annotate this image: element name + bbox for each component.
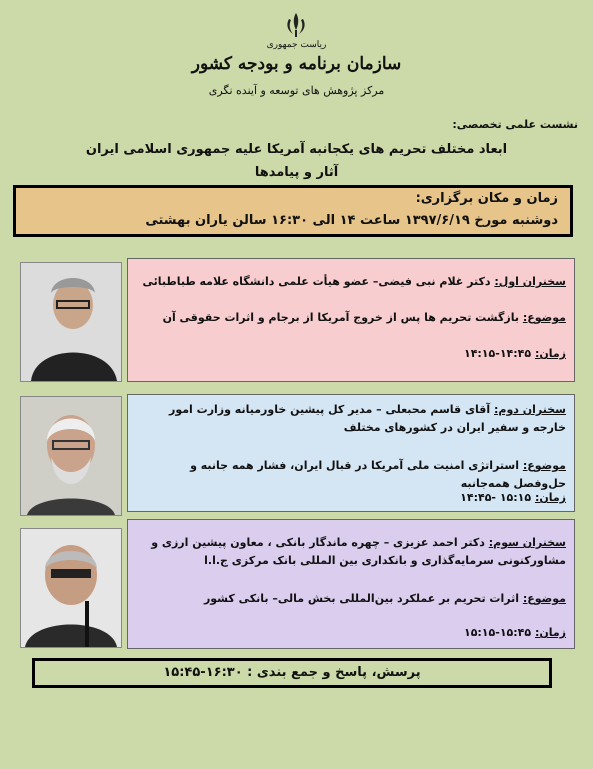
speaker-2-photo (20, 396, 122, 516)
topic-text: اثرات تحریم بر عملکرد بین‌المللی بخش مالی– بانکی کشور (203, 592, 519, 605)
organization-name: سازمان برنامه و بودجه کشور (191, 54, 402, 74)
speaker-3-card (127, 519, 575, 649)
speaker-name: دکتر غلام نبی فیضی– عضو هیأت علمی دانشگاه علامه طباطبائی (142, 275, 491, 288)
topic-text: بازگشت تحریم ها پس از خروج آمریکا از برجام و اثرات حقوقی آن (162, 311, 519, 324)
topic-label: موضوع: (522, 592, 566, 605)
time-text: ۱۵:۴۵-۱۵:۱۵ (463, 626, 532, 639)
time-label: زمان: (534, 626, 566, 639)
speaker-label: سخنران دوم: (493, 403, 566, 416)
speaker-2-card (127, 394, 575, 512)
topic-text: استراتژی امنیت ملی آمریکا در قبال ایران، فشار همه جانبه و حل‌وفصل همه‌جانبه (190, 459, 566, 490)
speaker-1-photo (20, 262, 122, 382)
venue-title: زمان و مکان برگزاری: (415, 191, 558, 206)
speaker-1-card (127, 258, 575, 382)
time-text: ۱۴:۴۵-۱۴:۱۵ (463, 347, 532, 360)
venue-box (13, 185, 573, 237)
speaker-3-photo (20, 528, 122, 648)
speaker-name: دکتر احمد عزیزی – چهره ماندگار بانکی ، معاون پیشین ارزی و مشاورکنونی سرمایه‌گذاری و بانکداری بین المللی بانک مرکزی ج.ا.ا (151, 536, 566, 567)
portrait-icon (21, 263, 121, 381)
portrait-icon (21, 529, 121, 647)
topic-label: موضوع: (522, 459, 566, 472)
time-label: زمان: (534, 347, 566, 360)
venue-details: دوشنبه مورخ ۱۳۹۷/۶/۱۹ ساعت ۱۴ الی ۱۶:۳۰ سالن یاران بهشتی (145, 213, 558, 228)
topic-label: موضوع: (522, 311, 566, 324)
session-title: ابعاد مختلف تحریم های یکجانبه آمریکا علیه جمهوری اسلامی ایران (85, 142, 508, 157)
closing-session-box: پرسش، پاسخ و جمع بندی : ۱۶:۳۰-۱۵:۴۵ (32, 658, 552, 688)
time-label: زمان: (534, 491, 566, 504)
speaker-label: سخنران سوم: (488, 536, 566, 549)
portrait-icon (21, 397, 121, 515)
speaker-label: سخنران اول: (494, 275, 566, 288)
research-center-name: مرکز پژوهش های توسعه و آینده نگری (208, 84, 385, 97)
iran-emblem-icon (281, 10, 311, 40)
speaker-name: آقای قاسم محبعلی – مدیر کل پیشین خاورمیانه وزارت امور خارجه و سفیر ایران در کشورهای مختلف (169, 403, 566, 434)
time-text: ۱۵:۱۵ -۱۴:۴۵ (460, 491, 532, 504)
presidency-text: ریاست جمهوری (266, 40, 327, 50)
session-subtitle: آثار و پیامدها (254, 165, 339, 180)
session-label: نشست علمی تخصصی: (452, 118, 578, 131)
